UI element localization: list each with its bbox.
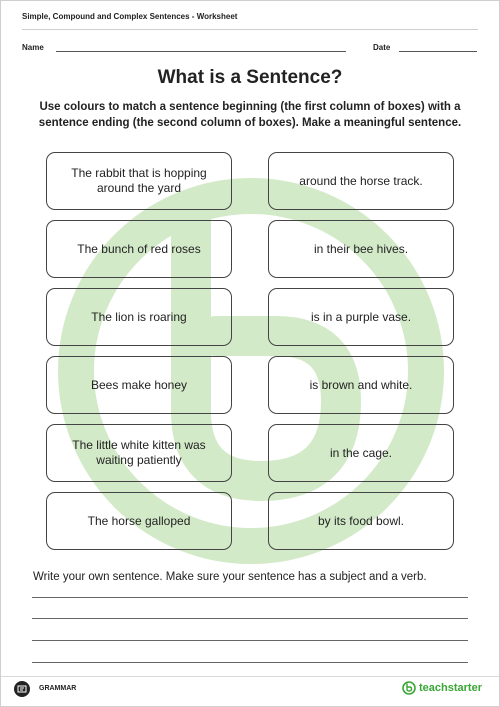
sentence-ending-box[interactable]: is brown and white.	[268, 356, 454, 414]
writing-prompt: Write your own sentence. Make sure your sentence has a subject and a verb.	[33, 571, 427, 583]
sentence-beginning-box[interactable]: Bees make honey	[46, 356, 232, 414]
footer-divider	[1, 676, 499, 677]
worksheet-header-title: Simple, Compound and Complex Sentences - Worksheet	[22, 12, 238, 21]
sentence-ending-box[interactable]: in their bee hives.	[268, 220, 454, 278]
sentence-ending-box[interactable]: around the horse track.	[268, 152, 454, 210]
writing-line[interactable]	[32, 640, 468, 641]
date-field[interactable]	[399, 51, 477, 52]
date-label: Date	[373, 43, 391, 52]
name-field[interactable]	[56, 51, 346, 52]
brand-logo	[402, 681, 482, 695]
sentence-ending-box[interactable]: by its food bowl.	[268, 492, 454, 550]
sentence-beginning-box[interactable]: The horse galloped	[46, 492, 232, 550]
sentence-beginning-box[interactable]: The bunch of red roses	[46, 220, 232, 278]
teachstarter-logo-icon	[402, 681, 416, 695]
brand-name: teachstarter	[419, 682, 482, 694]
sentence-beginning-box[interactable]: The little white kitten was waiting patiently	[46, 424, 232, 482]
sentence-ending-box[interactable]: in the cage.	[268, 424, 454, 482]
footer-category: GRAMMAR	[39, 685, 77, 692]
sentence-beginning-box[interactable]: The rabbit that is hopping around the yard	[46, 152, 232, 210]
sentence-ending-box[interactable]: is in a purple vase.	[268, 288, 454, 346]
header-divider	[22, 29, 478, 30]
sentence-beginning-box[interactable]: The lion is roaring	[46, 288, 232, 346]
writing-line[interactable]	[32, 618, 468, 619]
page-title: What is a Sentence?	[157, 67, 343, 88]
writing-line[interactable]	[32, 597, 468, 598]
name-label: Name	[22, 43, 44, 52]
grammar-icon	[14, 681, 30, 697]
writing-line[interactable]	[32, 662, 468, 663]
instructions: Use colours to match a sentence beginning (the first column of boxes) with a sentence ending (the second column of boxes). Make a meaningful sentence.	[38, 101, 462, 129]
